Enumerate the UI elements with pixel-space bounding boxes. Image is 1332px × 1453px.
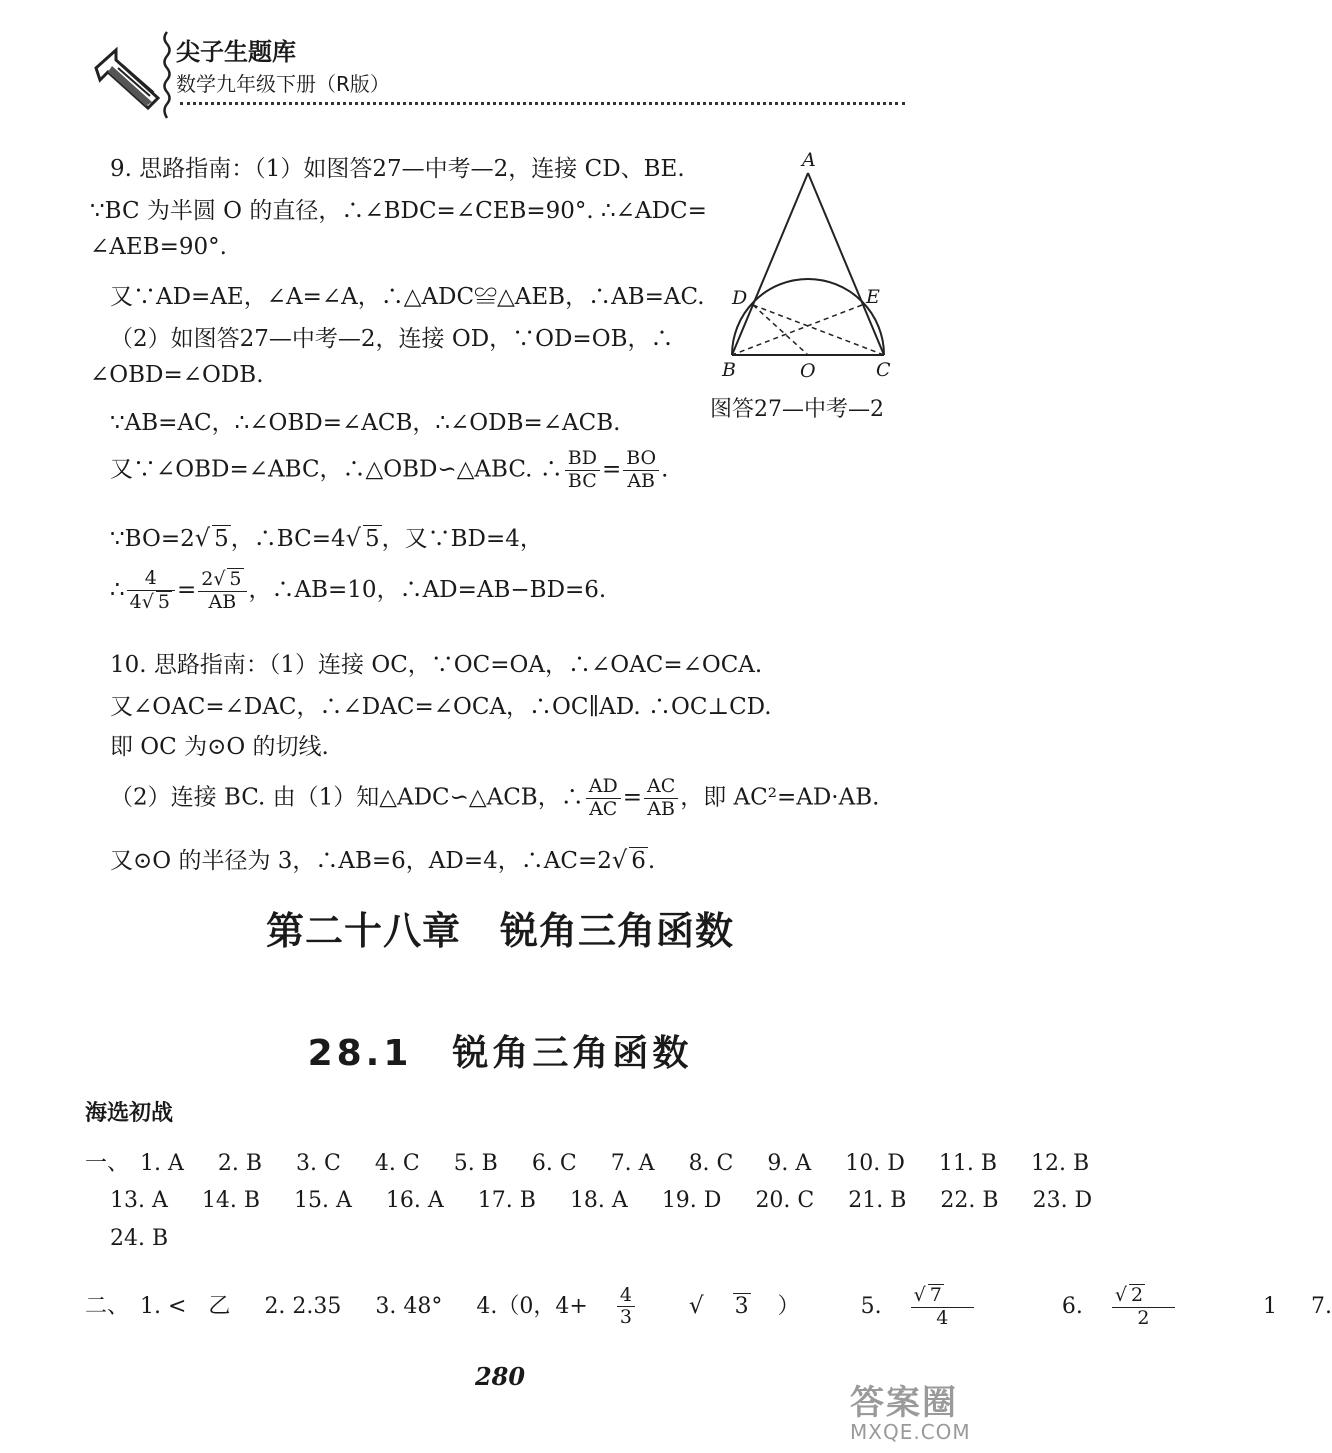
- answer-item: 3. C: [296, 1151, 341, 1176]
- subsection-heading: 海选初战: [85, 1101, 174, 1126]
- q9-line10: ∴ $\frac{4}{4√ 5}$ = $\frac{2√ 5}{AB}$ ，∴AB=10，∴AD=AB−BD=6.: [110, 567, 607, 613]
- answer-item: 20. C: [755, 1188, 815, 1213]
- label-O: O: [800, 360, 816, 382]
- fraction: $\frac{BD}{BC}$: [565, 448, 600, 493]
- q9-line4: 又∵AD=AE，∠A=∠A，∴△ADC≌△AEB，∴AB=AC.: [110, 284, 705, 310]
- answer-item: 7. A: [610, 1151, 655, 1176]
- answer-item: 14. B: [201, 1188, 261, 1213]
- answer-item: 16. A: [385, 1188, 444, 1213]
- answer-item: 6. $\frac{√ 2}{2}$: [1062, 1284, 1229, 1330]
- book-title: 尖子生题库: [176, 38, 296, 66]
- section-title: 28.1 锐角三角函数: [307, 1033, 693, 1074]
- fraction: $\frac{BO}{AB}$: [623, 448, 659, 493]
- answer-item: 5. B: [453, 1151, 498, 1176]
- header-logo: [88, 28, 168, 128]
- answer-item: 5. $\frac{√ 7}{4}$: [861, 1284, 1028, 1330]
- fraction: $\frac{√ 7}{4}$: [911, 1284, 1001, 1330]
- answers-two-prefix: 二、: [85, 1293, 130, 1319]
- answer-item: 12. B: [1031, 1151, 1090, 1176]
- q9-line8: 又∵∠OBD=∠ABC，∴△OBD∽△ABC. ∴ $\frac{BD}{BC}$ = $\frac{BO}{AB}$ .: [110, 447, 669, 492]
- answer-item: 1. < 乙: [140, 1293, 231, 1319]
- q9-line1: 9. 思路指南：（1）如图答27—中考—2，连接 CD、BE.: [110, 156, 685, 182]
- answer-item: 2. 2.35: [264, 1293, 342, 1319]
- answers-one-prefix: 一、: [85, 1151, 130, 1176]
- answer-item: 23. D: [1032, 1188, 1093, 1213]
- header-curly-divider: [160, 30, 174, 120]
- q9-line2: ∵BC 为半圆 O 的直径，∴∠BDC=∠CEB=90°. ∴∠ADC=: [90, 198, 707, 224]
- label-C: C: [876, 359, 891, 381]
- answer-item: 4. C: [374, 1151, 420, 1176]
- label-B: B: [722, 359, 736, 381]
- answer-item: 19. D: [661, 1188, 722, 1213]
- fraction: $\frac{AC}{AB}$: [644, 776, 678, 821]
- figure-caption: 图答27—中考—2: [710, 397, 884, 422]
- q10-line5: 又⊙O 的半径为 3，∴AB=6，AD=4，∴AC=2√ 6.: [110, 846, 656, 874]
- fraction: $\frac{√ 2}{2}$: [1112, 1284, 1202, 1330]
- q9-line5: （2）如图答27—中考—2，连接 OD，∵OD=OB，∴: [110, 326, 674, 352]
- answer-item: 21. B: [848, 1188, 907, 1213]
- label-E: E: [866, 286, 880, 308]
- answer-item: 8. C: [688, 1151, 734, 1176]
- answer-item: 2. B: [217, 1151, 263, 1176]
- q10-line4: （2）连接 BC. 由（1）知△ADC∽△ACB，∴ $\frac{AD}{AC}$ = $\frac{AC}{AB}$ ，即 AC²=AD·AB.: [110, 775, 880, 820]
- q10-line3: 即 OC 为⊙O 的切线.: [110, 734, 329, 760]
- geometry-figure: [700, 145, 900, 390]
- q9-line7: ∵AB=AC，∴∠OBD=∠ACB，∴∠ODB=∠ACB.: [110, 410, 621, 436]
- q9-line6: ∠OBD=∠ODB.: [90, 362, 264, 388]
- answers-row-1: [85, 1146, 1089, 1177]
- answer-item: 1. A: [140, 1151, 184, 1176]
- label-D: D: [732, 287, 748, 309]
- answer-item: 13. A: [110, 1188, 168, 1213]
- fraction: $\frac{4}{4√ 5}$: [127, 568, 175, 614]
- q10-line1: 10. 思路指南：（1）连接 OC，∵OC=OA，∴∠OAC=∠OCA.: [110, 652, 763, 678]
- answer-item: 11. B: [938, 1151, 998, 1176]
- fraction: $\frac{AD}{AC}$: [586, 776, 621, 821]
- q9-line9: ∵BO=2√ 5，∴BC=4√ 5，又∵BD=4，: [110, 524, 543, 552]
- answers-row-3: [110, 1226, 195, 1251]
- page-number: 280: [474, 1362, 526, 1391]
- answer-item: 24. B: [110, 1226, 169, 1251]
- answer-item: 6. C: [531, 1151, 577, 1176]
- answer-item: 9. A: [767, 1151, 812, 1176]
- label-A: A: [802, 149, 816, 171]
- answer-item: 7.: [1311, 1293, 1332, 1319]
- answer-item: 22. B: [940, 1188, 999, 1213]
- header-dotted-rule: [180, 102, 905, 105]
- q9-line8-text: 又∵∠OBD=∠ABC，∴△OBD∽△ABC. ∴: [110, 456, 563, 483]
- answer-item: 10. D: [845, 1151, 905, 1176]
- answer-item: 3. 48°: [375, 1293, 443, 1319]
- q9-line3: ∠AEB=90°.: [90, 234, 227, 260]
- answers-row-2: [110, 1188, 1092, 1213]
- answer-item: 18. A: [569, 1188, 628, 1213]
- answer-item: 1: [1263, 1293, 1278, 1319]
- fraction: $\frac{2√ 5}{AB}$: [198, 568, 246, 614]
- book-subtitle: 数学九年级下册（R版）: [176, 72, 390, 96]
- answer-item: 15. A: [294, 1188, 352, 1213]
- chapter-title: 第二十八章 锐角三角函数: [265, 909, 734, 953]
- arrow-logo-icon: [88, 28, 168, 128]
- answer-item: 4.（0，4+ $\frac{4}{3}$ √ 3 ）: [476, 1283, 800, 1329]
- answer-item: 17. B: [477, 1188, 536, 1213]
- q10-line2: 又∠OAC=∠DAC，∴∠DAC=∠OCA，∴OC∥AD. ∴OC⊥CD.: [110, 694, 772, 720]
- fraction: $\frac{4}{3}$: [617, 1285, 662, 1330]
- answers-two-row: [85, 1284, 1332, 1330]
- watermark-logo: 答案圈 MXQE.COM: [850, 1383, 971, 1444]
